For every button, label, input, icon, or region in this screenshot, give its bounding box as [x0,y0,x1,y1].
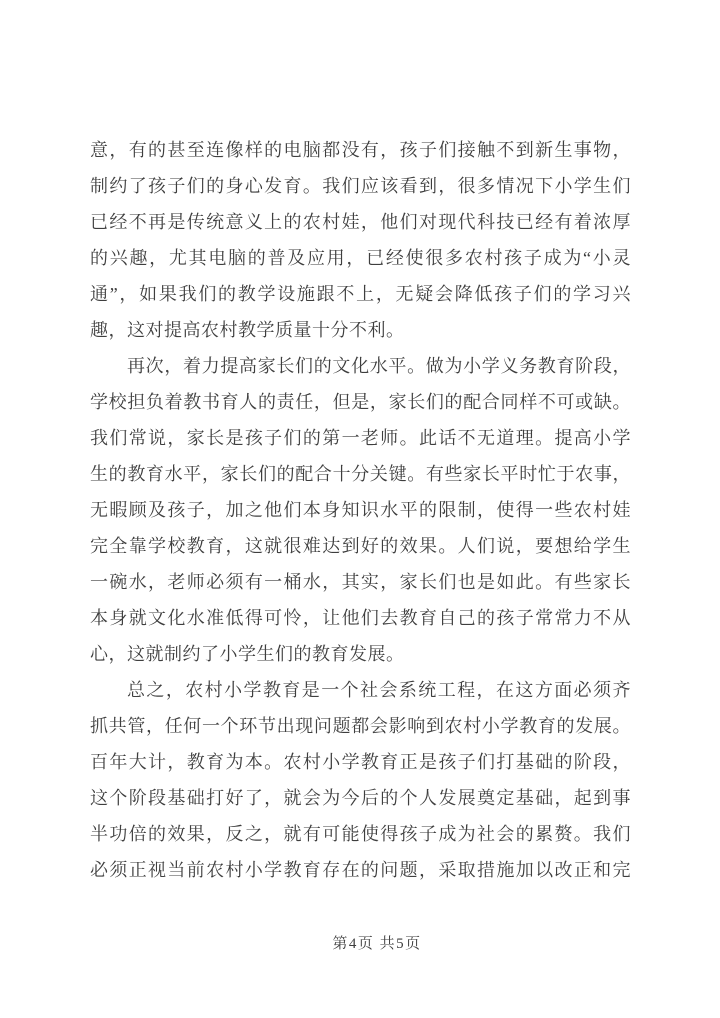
text-line: 半功倍的效果，反之，就有可能使得孩子成为社会的累赘。我们 [90,824,631,844]
text-line: 无暇顾及孩子，加之他们本身知识水平的限制，使得一些农村娃 [90,500,631,520]
text-line: 必须正视当前农村小学教育存在的问题，采取措施加以改正和完 [90,860,631,880]
text-line: 再次，着力提高家长们的文化水平。做为小学义务教育阶段， [127,356,631,376]
text-line: 抓共管，任何一个环节出现问题都会影响到农村小学教育的发展。 [90,716,631,736]
text-line: 生的教育水平，家长们的配合十分关键。有些家长平时忙于农事， [90,464,631,484]
text-line: 趣，这对提高农村教学质量十分不利。 [90,320,405,340]
text-line: 学校担负着教书育人的责任，但是，家长们的配合同样不可或缺。 [90,392,631,412]
text-line: 意，有的甚至连像样的电脑都没有，孩子们接触不到新生事物， [90,140,631,160]
text-line: 总之，农村小学教育是一个社会系统工程，在这方面必须齐 [127,680,631,700]
page-footer [17,933,720,955]
text-line: 心，这就制约了小学生们的教育发展。 [90,644,405,664]
page-number: 第4页 共5页 [332,936,422,952]
text-line: 通”，如果我们的教学设施跟不上，无疑会降低孩子们的学习兴 [90,284,631,304]
text-line: 百年大计，教育为本。农村小学教育正是孩子们打基础的阶段， [90,752,631,772]
text-line: 我们常说，家长是孩子们的第一老师。此话不无道理。提高小学 [90,428,631,448]
document-text [90,132,631,888]
text-line: 制约了孩子们的身心发育。我们应该看到，很多情况下小学生们 [90,176,631,196]
text-line: 已经不再是传统意义上的农村娃，他们对现代科技已经有着浓厚 [90,212,631,232]
text-line: 完全靠学校教育，这就很难达到好的效果。人们说，要想给学生 [90,536,631,556]
text-line: 一碗水，老师必须有一桶水，其实，家长们也是如此。有些家长 [90,572,631,592]
text-line: 本身就文化水准低得可怜，让他们去教育自己的孩子常常力不从 [90,608,631,628]
text-line: 的兴趣，尤其电脑的普及应用，已经使很多农村孩子成为“小灵 [90,248,631,268]
text-line: 这个阶段基础打好了，就会为今后的个人发展奠定基础，起到事 [90,788,631,808]
